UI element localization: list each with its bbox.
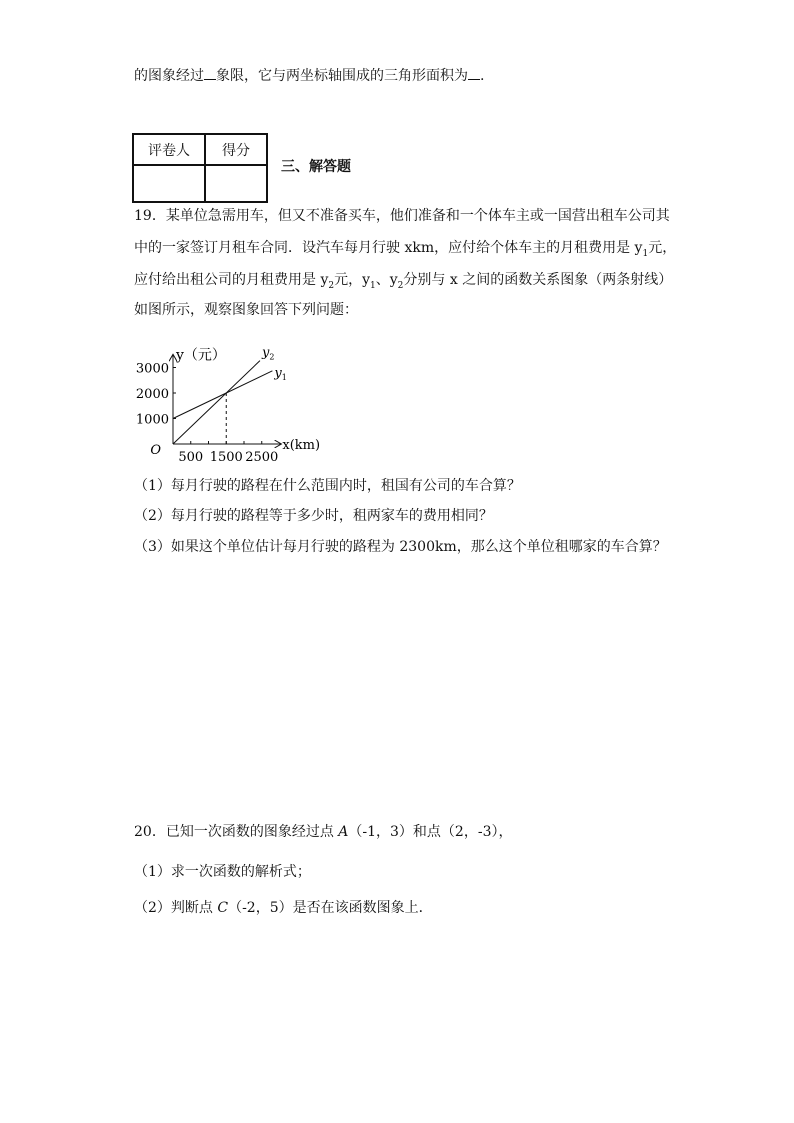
series-label-y2: $y_2$ <box>261 345 275 362</box>
q19-line-2-text: 中的一家签订月租车合同．设汽车每月行驶 xkm，应付给个体车主的月租费用是 y <box>134 240 643 256</box>
q19-sub-3: （3）如果这个单位估计每月行驶的路程为 2300km，那么这个单位租哪家的车合算？ <box>134 539 667 555</box>
rental-cost-graph <box>120 326 320 468</box>
q19-line-1: 19．某单位急需用车，但又不准备买车，他们准备和一个体车主或一国营出租车公司其 <box>134 208 670 224</box>
q19-line-3-sub2: 1 <box>370 280 376 291</box>
x-tick-label: 1500 <box>209 450 243 465</box>
score-table <box>132 133 268 203</box>
x-axis-label: x(km) <box>282 438 321 453</box>
q19-line-2-sub: 1 <box>642 248 649 259</box>
q20-line-1 <box>134 822 512 842</box>
score-table-header-grader: 评卷人 <box>133 134 205 165</box>
section-title: 三、解答题 <box>281 159 351 175</box>
q19-line-3-a: 应付给出租公司的月租费用是 y <box>134 272 329 288</box>
q19-line-2 <box>134 238 676 264</box>
q19-line-3 <box>134 270 672 296</box>
q20-sub-1: （1）求一次函数的解析式； <box>134 864 311 880</box>
x-tick-label: 500 <box>178 450 204 465</box>
q19-line-3-sub1: 2 <box>328 280 335 291</box>
q19-sub-2: （2）每月行驶的路程等于多少时，租两家车的费用相同？ <box>134 508 493 524</box>
q20-sub-2 <box>134 898 433 918</box>
q19-line-3-b: 元，y <box>334 272 371 288</box>
q19-line-2-end: 元， <box>648 240 677 256</box>
origin-label: O <box>150 443 161 458</box>
continuation-text-end: . <box>480 68 485 84</box>
q20-sub-2-a: （2）判断点 <box>134 900 218 916</box>
q19-sub-1: （1）每月行驶的路程在什么范围内时，租国有公司的车合算？ <box>134 478 521 494</box>
continuation-line <box>134 66 484 86</box>
q20-sub-2-b: （-2，5）是否在该函数图象上． <box>228 900 433 916</box>
score-table-header-score: 得分 <box>205 134 267 165</box>
series-line-y1 <box>173 371 272 419</box>
q19-line-3-d: 分别与 x 之间的函数关系图象（两条射线） <box>403 272 673 288</box>
q19-line-3-sub3: 2 <box>397 280 404 291</box>
continuation-text-middle: 象限，它与两坐标轴围成的三角形面积为 <box>216 68 468 84</box>
score-table-cell-grader <box>133 165 205 202</box>
q20-point-a: A <box>338 824 349 840</box>
score-table-cell-score <box>205 165 267 202</box>
y-tick-label: 1000 <box>135 412 169 428</box>
q20-point-c: C <box>217 900 229 916</box>
x-tick-label: 2500 <box>245 450 279 465</box>
q19-line-3-c: 、y <box>375 272 398 288</box>
series-line-y2 <box>173 361 260 444</box>
answer-blank-1 <box>204 67 216 80</box>
answer-blank-2 <box>468 67 480 80</box>
q19-line-4: 如图所示，观察图象回答下列问题： <box>134 302 358 318</box>
continuation-text-before: 的图象经过 <box>134 68 204 84</box>
y-axis-label: y（元） <box>176 347 226 364</box>
y-tick-label: 2000 <box>135 387 169 402</box>
y-tick-label: 3000 <box>135 361 169 377</box>
series-label-y1: $y_1$ <box>274 365 287 382</box>
q20-line-1-a: 20．已知一次函数的图象经过点 <box>134 824 339 840</box>
q20-line-1-b: （-1，3）和点（2，-3）， <box>348 824 513 840</box>
